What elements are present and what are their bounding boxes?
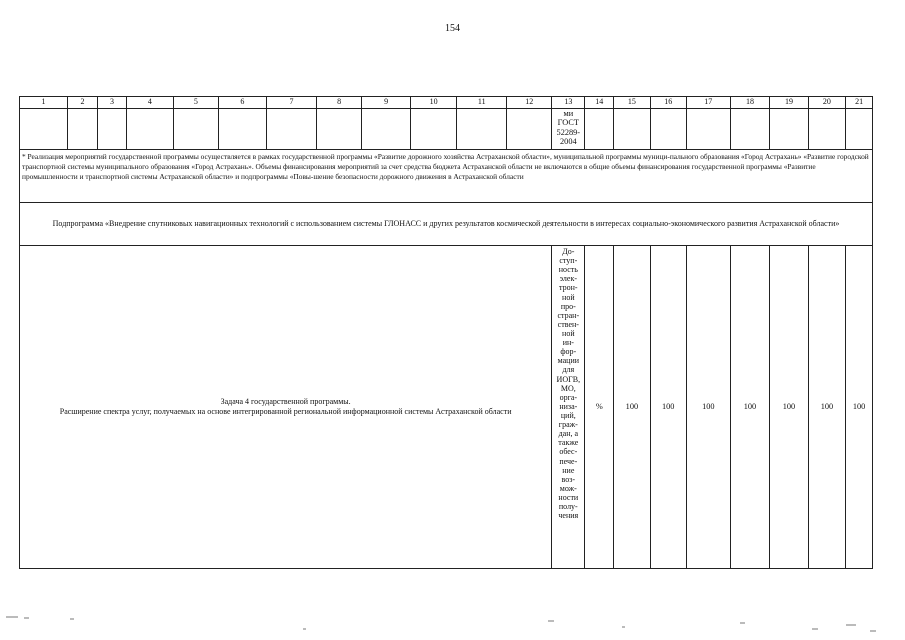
- indicator-line: ИОГВ,: [556, 374, 581, 384]
- indicator-line: обес-: [559, 447, 578, 457]
- column-number: 14: [585, 97, 614, 109]
- indicator-cell: [552, 246, 585, 569]
- indicator-line: трон-: [559, 283, 578, 293]
- column-number: 17: [686, 97, 730, 109]
- column-number: 1: [20, 97, 68, 109]
- indicator-line: стран-: [557, 310, 580, 320]
- page-number: 154: [445, 23, 460, 34]
- footnote-row: [20, 150, 873, 203]
- column-number: 20: [808, 97, 845, 109]
- indicator-line: ГОСТ: [557, 118, 579, 128]
- indicator-line: воз-: [561, 474, 576, 484]
- indicator-line: мож-: [559, 483, 577, 493]
- data-table: [19, 96, 873, 569]
- column-number: 10: [411, 97, 457, 109]
- value-cell: 100: [808, 246, 845, 569]
- indicator-line: ной: [562, 292, 575, 302]
- indicator-line: 2004: [560, 136, 577, 146]
- indicator-line: мации: [557, 356, 580, 366]
- indicator-line: ние: [562, 465, 575, 475]
- task-row: [20, 246, 873, 569]
- indicator-line: ствен-: [557, 319, 579, 329]
- column-number: 18: [730, 97, 770, 109]
- indicator-line: граж-: [558, 420, 578, 430]
- column-number: 2: [68, 97, 98, 109]
- indicator-line: пече-: [559, 456, 578, 466]
- subprogram-row: [20, 203, 873, 246]
- column-number: 16: [650, 97, 686, 109]
- task-description: Расширение спектра услуг, получаемых на основе интегрированной региональной информационной системы Астраханской области: [59, 407, 512, 416]
- footnote-text: * Реализация мероприятий государственной программы осуществляется в рамках государственной программы «Развитие дорожного хозяйства Астраханской области», муниципальной программы муници-пального образования «Город Астрахань» «Развитие городской транспортной системы муниципального образования «Город Астрахань». Объемы финансирования мероприятий за счет средства бюджета Астраханской области не включаются в общие объемы финансирования государственной программы «Развитие промышленности и транспортной системы Астраханской области» и подпрограммы «Повы-шение безопасности дорожного движения в Астраханской области: [20, 150, 873, 203]
- column-number: 12: [507, 97, 552, 109]
- indicator-line: орга-: [559, 392, 578, 402]
- column-number: 3: [98, 97, 127, 109]
- column-number: 21: [846, 97, 873, 109]
- value-cell: 100: [650, 246, 686, 569]
- indicator-line: про-: [560, 301, 576, 311]
- indicator-line: элек-: [559, 274, 577, 284]
- continued-indicator-cell: [552, 109, 585, 150]
- indicator-line: ми: [563, 109, 574, 118]
- indicator-line: ций,: [560, 410, 576, 420]
- column-number: 15: [614, 97, 650, 109]
- column-number: 19: [770, 97, 808, 109]
- indicator-line: До-: [562, 247, 575, 256]
- indicator-line: чения: [558, 511, 579, 521]
- continuation-row: [20, 109, 873, 150]
- indicator-line: ность: [558, 265, 578, 275]
- indicator-line: ности: [558, 492, 579, 502]
- column-number: 9: [362, 97, 411, 109]
- indicator-line: ной: [562, 328, 575, 338]
- column-number: 6: [218, 97, 266, 109]
- subprogram-heading: Подпрограмма «Внедрение спутниковых навигационных технологий с использованием системы ГЛОНАСС и других результатов космической деятельности в интересах социально-экономического развития Астраханской области»: [20, 203, 873, 246]
- column-number: 5: [173, 97, 218, 109]
- value-cell: 100: [614, 246, 650, 569]
- column-number: 4: [126, 97, 173, 109]
- value-cell: 100: [730, 246, 770, 569]
- column-number: 11: [457, 97, 507, 109]
- indicator-line: низа-: [559, 401, 578, 411]
- indicator-line: ступ-: [559, 256, 578, 266]
- indicator-line: МО,: [560, 383, 576, 393]
- indicator-line: ин-: [562, 338, 574, 348]
- value-cell: 100: [686, 246, 730, 569]
- value-cell: 100: [846, 246, 873, 569]
- indicator-line: также: [558, 438, 579, 448]
- scan-noise: [0, 600, 905, 640]
- task-cell: [20, 246, 552, 569]
- column-number-row: [20, 97, 873, 109]
- column-number: 7: [266, 97, 316, 109]
- indicator-line: для: [562, 365, 575, 375]
- indicator-line: полу-: [558, 502, 578, 512]
- column-number: 8: [317, 97, 362, 109]
- unit-cell: %: [585, 246, 614, 569]
- indicator-line: дан, а: [558, 429, 579, 439]
- value-cell: 100: [770, 246, 808, 569]
- task-title: Задача 4 государственной программы.: [220, 397, 351, 406]
- indicator-line: фор-: [560, 347, 577, 357]
- indicator-line: 52289-: [556, 127, 581, 137]
- column-number: 13: [552, 97, 585, 109]
